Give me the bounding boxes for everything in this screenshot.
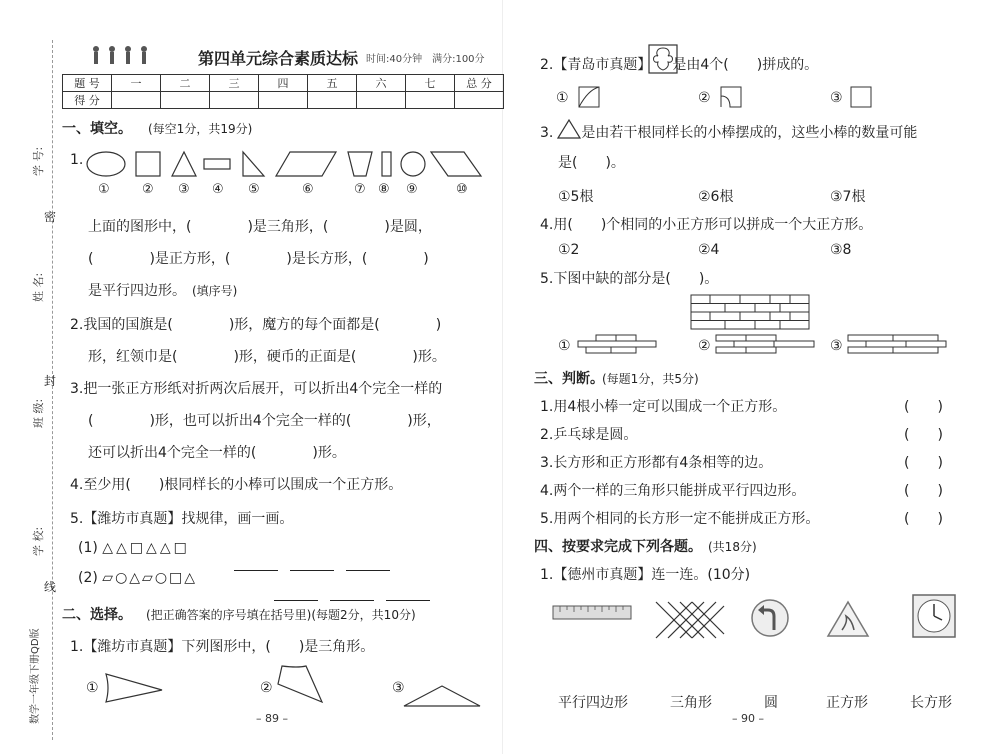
score-cell[interactable] bbox=[210, 92, 259, 109]
s4-option: ②4 bbox=[698, 242, 720, 258]
score-header: 一 bbox=[112, 75, 161, 92]
score-header: 三 bbox=[210, 75, 259, 92]
s1-question: 1.【潍坊市真题】下列图形中，( )是三角形。 bbox=[70, 639, 375, 655]
book-label: 数学一年级下册QD版 bbox=[30, 628, 41, 724]
section-1-note: (每空1分，共19分) bbox=[148, 122, 253, 136]
s3-triangle bbox=[556, 118, 582, 140]
shape-label: ⑧ bbox=[378, 182, 390, 197]
q4: 4.至少用( )根同样长的小棒可以围成一个正方形。 bbox=[70, 477, 403, 493]
s1-option-label: ① bbox=[86, 680, 99, 696]
shape-label: ⑦ bbox=[354, 182, 366, 197]
judge-answer[interactable]: ( ) bbox=[904, 427, 943, 443]
ruler-image bbox=[552, 604, 632, 622]
s5-option-label: ② bbox=[698, 338, 711, 354]
kids-logo bbox=[88, 44, 158, 70]
s3-line-2: 是( )。 bbox=[558, 155, 625, 171]
s2-question: 2.【青岛市真题】 是由4个( )拼成的。 bbox=[540, 57, 819, 73]
q3-line-1: 3.把一张正方形纸对折两次后展开，可以折出4个完全一样的 bbox=[70, 381, 443, 397]
q1-line-2: ( )是正方形，( )是长方形，( ) bbox=[88, 251, 429, 267]
page-fold bbox=[502, 0, 503, 754]
score-cell[interactable] bbox=[259, 92, 308, 109]
s2-option-2-shape bbox=[720, 86, 742, 108]
section-4-title: 四、按要求完成下列各题。 bbox=[534, 539, 702, 555]
q5-row-1 bbox=[78, 540, 190, 556]
clock-image bbox=[912, 594, 956, 638]
q5-row-2 bbox=[78, 570, 197, 586]
s5-option-2-shape bbox=[714, 334, 818, 358]
student-number-label: 学 号: bbox=[32, 146, 45, 176]
s2-option-label: ① bbox=[556, 90, 569, 106]
s5-question: 5.下图中缺的部分是( )。 bbox=[540, 271, 719, 287]
section-3-note: (每题1分，共5分) bbox=[602, 372, 699, 386]
score-cell[interactable] bbox=[308, 92, 357, 109]
seal-mark-2: 封 bbox=[44, 374, 57, 388]
q5-row-1-label: (1) bbox=[78, 540, 98, 556]
shape-label: ⑤ bbox=[248, 182, 260, 197]
s5-option-label: ③ bbox=[830, 338, 843, 354]
score-cell[interactable] bbox=[161, 92, 210, 109]
match-label-rectangle: 长方形 bbox=[910, 695, 952, 711]
judge-item: 1.用4根小棒一定可以围成一个正方形。 bbox=[540, 399, 787, 415]
s3-option: ②6根 bbox=[698, 189, 734, 205]
match-label-parallelogram: 平行四边形 bbox=[558, 695, 628, 711]
s5-option-1-shape bbox=[576, 334, 676, 358]
answer-blank[interactable] bbox=[234, 558, 278, 571]
section-1-title: 一、填空。 bbox=[62, 121, 132, 137]
q2-line-2: 形，红领巾是( )形，硬币的正面是( )形。 bbox=[88, 349, 446, 365]
q5: 5.【潍坊市真题】找规律，画一画。 bbox=[70, 511, 294, 527]
page-number-left: – 89 – bbox=[256, 712, 288, 725]
score-cell[interactable] bbox=[455, 92, 504, 109]
seal-mark-3: 线 bbox=[44, 580, 57, 594]
s5-option-label: ① bbox=[558, 338, 571, 354]
shape-label: ⑥ bbox=[302, 182, 314, 197]
school-label: 学 校: bbox=[32, 526, 45, 556]
s3-option: ③7根 bbox=[830, 189, 866, 205]
match-label-square: 正方形 bbox=[826, 695, 868, 711]
turn-sign-image bbox=[750, 598, 790, 638]
q5-row-1-blanks[interactable] bbox=[228, 552, 396, 571]
shape-label: ⑨ bbox=[406, 182, 418, 197]
judge-answer[interactable]: ( ) bbox=[904, 511, 943, 527]
p1-question: 1.【德州市真题】连一连。(10分) bbox=[540, 567, 751, 583]
s1-option-label: ② bbox=[260, 680, 273, 696]
s2-option-label: ② bbox=[698, 90, 711, 106]
judge-answer[interactable]: ( ) bbox=[904, 455, 943, 471]
shape-label: ④ bbox=[212, 182, 224, 197]
s2-option-3-shape bbox=[850, 86, 872, 108]
score-header: 五 bbox=[308, 75, 357, 92]
s2-option-1-shape bbox=[578, 86, 600, 108]
score-header: 七 bbox=[406, 75, 455, 92]
answer-blank[interactable] bbox=[290, 558, 334, 571]
brick-wall bbox=[690, 294, 810, 330]
q1-note: (填序号) bbox=[192, 284, 238, 298]
judge-answer[interactable]: ( ) bbox=[904, 399, 943, 415]
score-header: 六 bbox=[357, 75, 406, 92]
answer-blank[interactable] bbox=[386, 588, 430, 601]
s2-figure bbox=[648, 44, 678, 74]
score-header: 总 分 bbox=[455, 75, 504, 92]
answer-blank[interactable] bbox=[346, 558, 390, 571]
q5-row-1-sequence: △△□△△□ bbox=[102, 540, 190, 556]
match-label-triangle: 三角形 bbox=[670, 695, 712, 711]
s5-option-3-shape bbox=[846, 334, 950, 358]
q3-line-2: ( )形，也可以折出4个完全一样的( )形， bbox=[88, 413, 441, 429]
q1-line-3: 是平行四边形。 bbox=[88, 283, 186, 299]
q1-number: 1. bbox=[70, 152, 84, 168]
shape-label: ③ bbox=[178, 182, 190, 197]
s1-option-label: ③ bbox=[392, 680, 405, 696]
q5-row-2-label: (2) bbox=[78, 570, 98, 586]
section-2-note: (把正确答案的序号填在括号里)(每题2分，共10分) bbox=[146, 608, 416, 622]
judge-item: 4.两个一样的三角形只能拼成平行四边形。 bbox=[540, 483, 806, 499]
score-cell[interactable] bbox=[406, 92, 455, 109]
answer-blank[interactable] bbox=[330, 588, 374, 601]
lattice-fence-image bbox=[654, 600, 726, 640]
s3-line-1: 3. 是由若干根同样长的小棒摆成的，这些小棒的数量可能 bbox=[540, 125, 918, 141]
q5-row-2-sequence: ▱○△▱○□△ bbox=[102, 570, 198, 586]
s2-option-label: ③ bbox=[830, 90, 843, 106]
judge-item: 2.乒乓球是圆。 bbox=[540, 427, 638, 443]
q5-row-2-blanks[interactable] bbox=[268, 582, 436, 601]
page-title: 第四单元综合素质达标 bbox=[198, 49, 359, 68]
judge-item: 3.长方形和正方形都有4条相等的边。 bbox=[540, 455, 773, 471]
q2-line-1: 2.我国的国旗是( )形，魔方的每个面都是( ) bbox=[70, 317, 442, 333]
answer-blank[interactable] bbox=[274, 588, 318, 601]
score-table bbox=[62, 74, 504, 109]
score-header: 二 bbox=[161, 75, 210, 92]
class-label: 班 级: bbox=[32, 398, 45, 428]
judge-answer[interactable]: ( ) bbox=[904, 483, 943, 499]
q3-line-3: 还可以折出4个完全一样的( )形。 bbox=[88, 445, 346, 461]
s1-option-2-shape bbox=[276, 662, 326, 708]
name-label: 姓 名: bbox=[32, 272, 45, 302]
s1-option-1-shape bbox=[104, 670, 164, 706]
judge-item: 5.用两个相同的长方形一定不能拼成正方形。 bbox=[540, 511, 820, 527]
section-3-title: 三、判断。 bbox=[534, 371, 604, 387]
q1-line-1: 上面的图形中，( )是三角形，( )是圆， bbox=[88, 219, 432, 235]
shape-label: ① bbox=[98, 182, 110, 197]
section-2-title: 二、选择。 bbox=[62, 607, 132, 623]
binding-line bbox=[52, 40, 53, 740]
section-4-note: (共18分) bbox=[708, 540, 757, 554]
score-cell[interactable] bbox=[112, 92, 161, 109]
score-row-label: 得 分 bbox=[63, 92, 112, 109]
warning-sign-image bbox=[826, 600, 870, 638]
s4-question: 4.用( )个相同的小正方形可以拼成一个大正方形。 bbox=[540, 217, 873, 233]
s4-option: ①2 bbox=[558, 242, 580, 258]
s4-option: ③8 bbox=[830, 242, 852, 258]
score-cell[interactable] bbox=[357, 92, 406, 109]
time-info: 时间:40分钟 满分:100分 bbox=[366, 54, 485, 65]
seal-mark-1: 密 bbox=[44, 210, 57, 224]
s3-option: ①5根 bbox=[558, 189, 594, 205]
shape-row bbox=[86, 148, 486, 182]
page-number-right: – 90 – bbox=[732, 712, 764, 725]
score-header: 四 bbox=[259, 75, 308, 92]
shape-label: ② bbox=[142, 182, 154, 197]
s1-option-3-shape bbox=[402, 684, 482, 708]
shape-label: ⑩ bbox=[456, 182, 468, 197]
match-label-circle: 圆 bbox=[764, 695, 778, 711]
score-header: 题 号 bbox=[63, 75, 112, 92]
